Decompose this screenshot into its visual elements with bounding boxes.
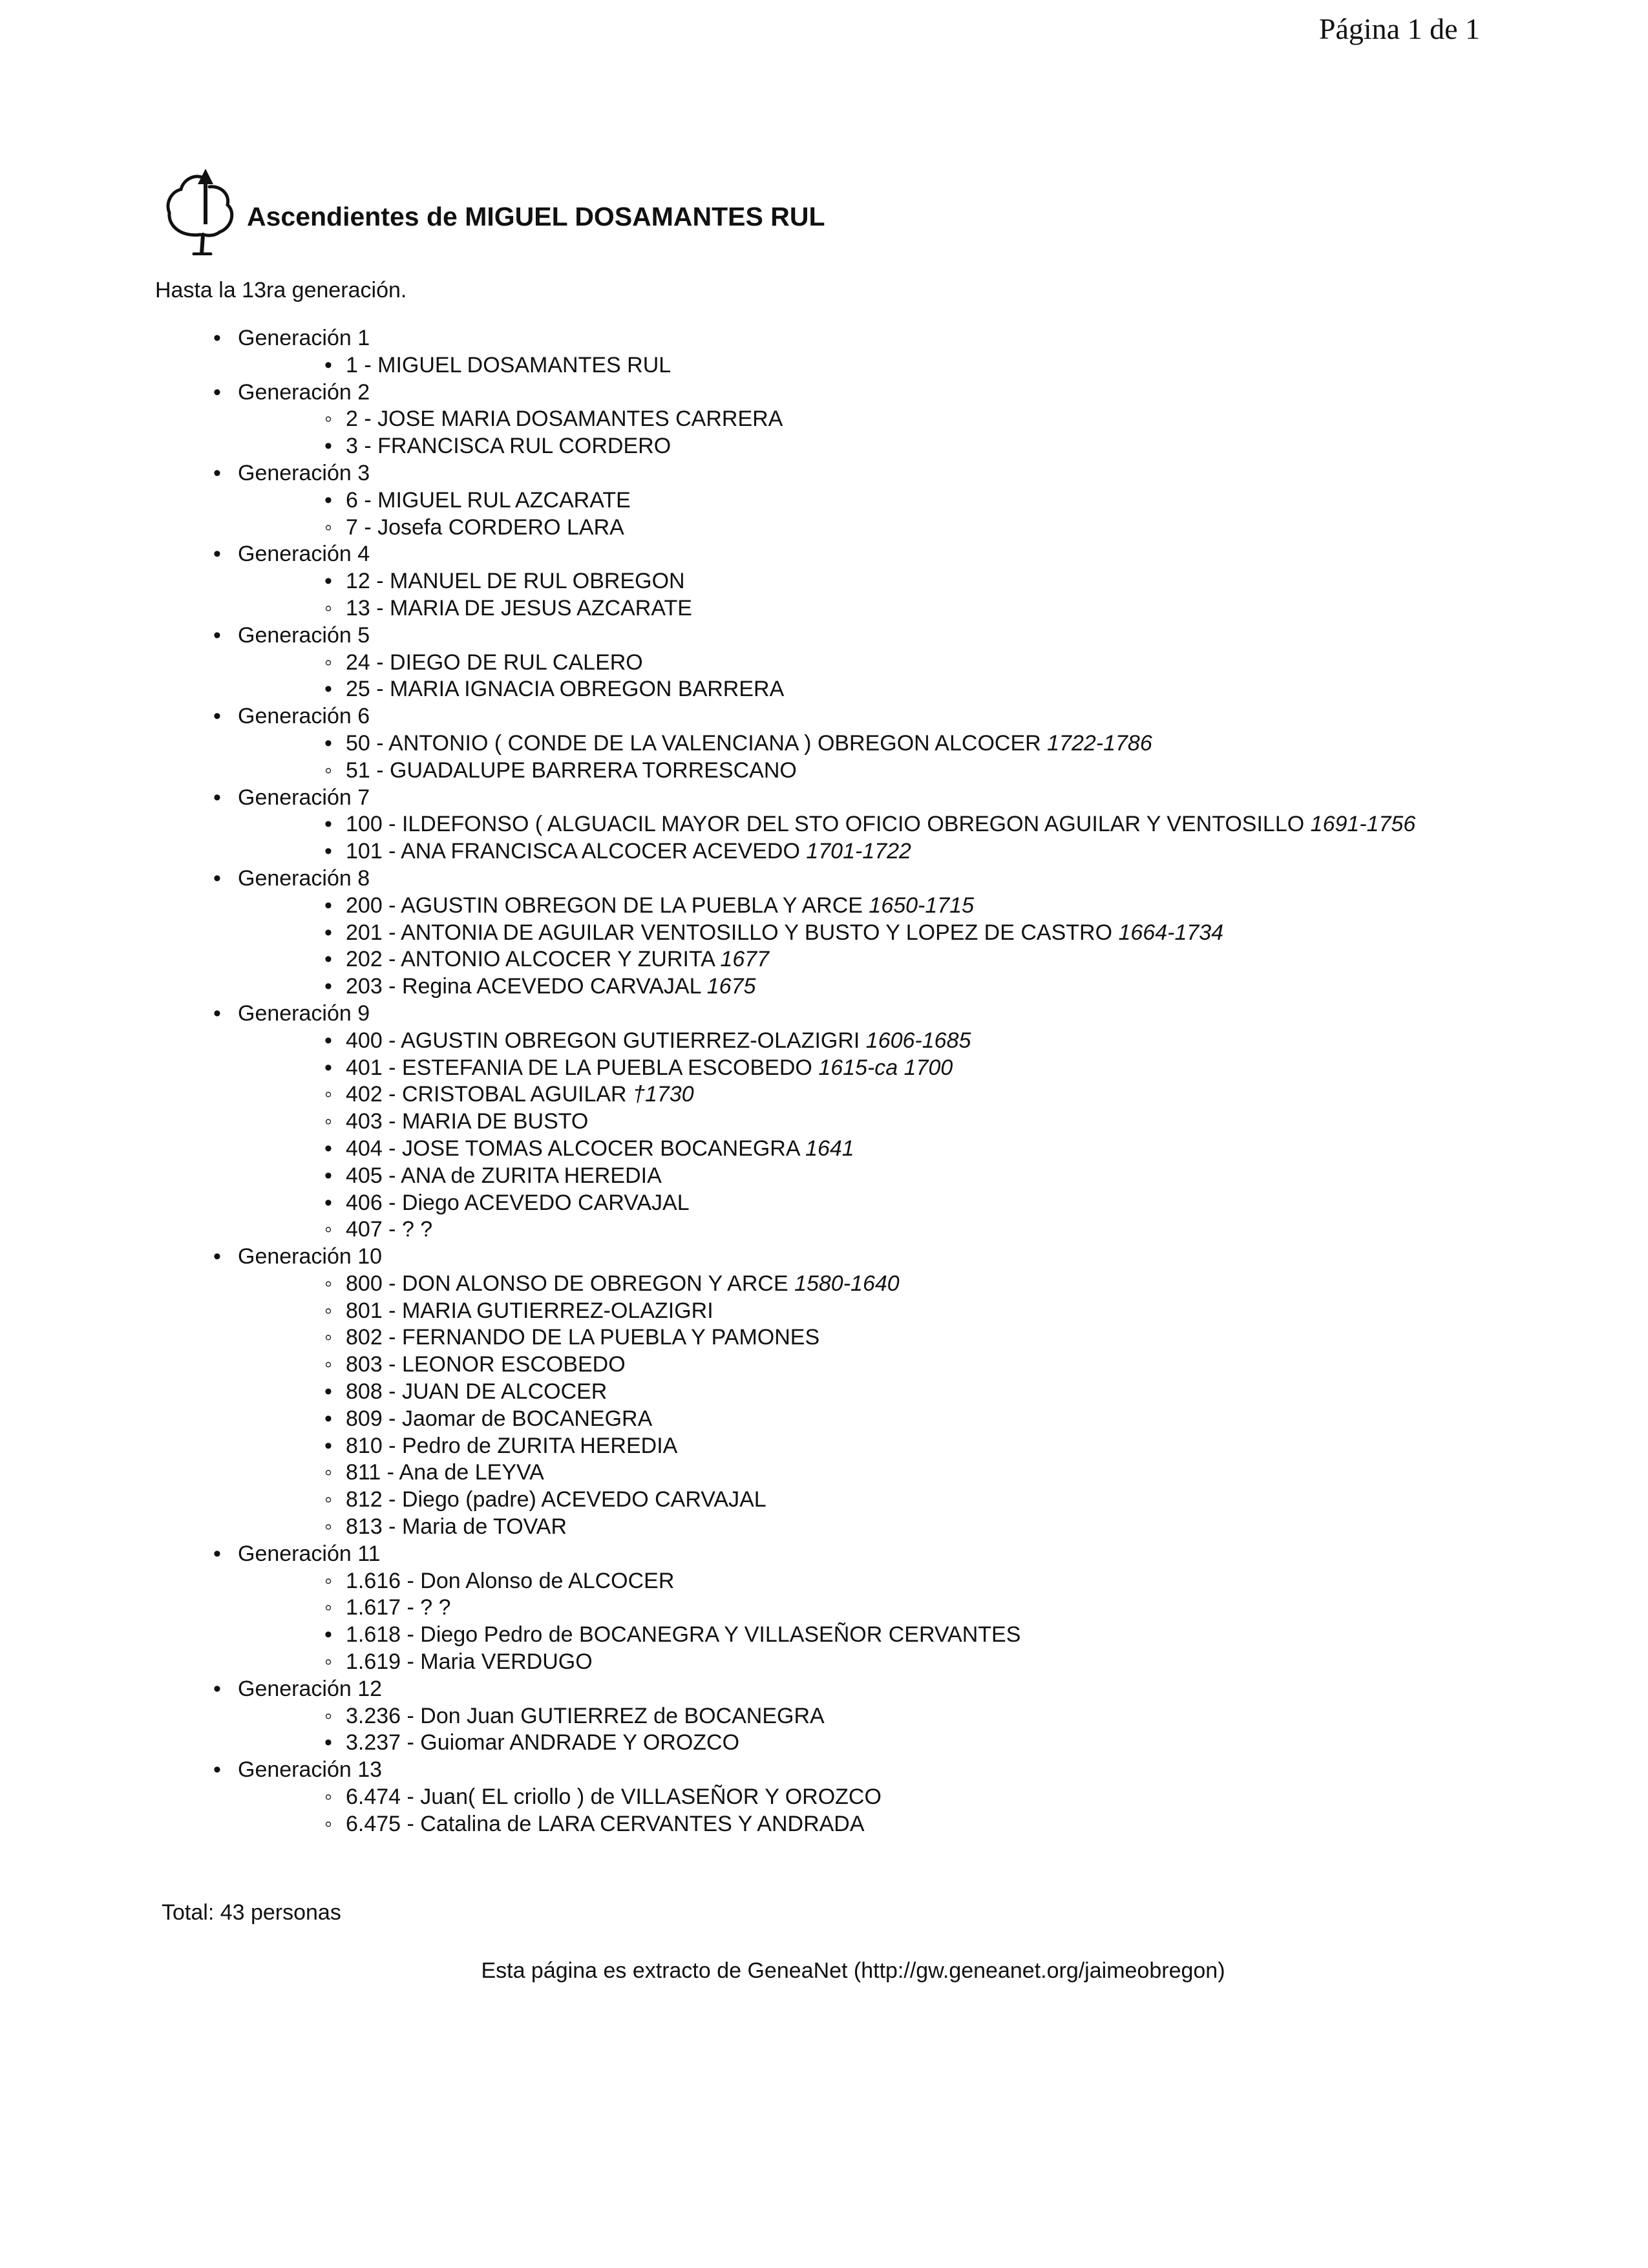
- ancestor-entry: [238, 1216, 1506, 1244]
- footer: [0, 1958, 1648, 1984]
- ancestor-name: 6 - MIGUEL RUL AZCARATE: [346, 487, 631, 513]
- generation-item: [213, 785, 1506, 865]
- generation-item: [213, 865, 1506, 1001]
- ancestor-entry: [238, 1811, 1506, 1838]
- list-bullet: •: [324, 730, 332, 756]
- ancestor-entry: [238, 1163, 1506, 1190]
- ancestor-entry: [238, 811, 1506, 838]
- ancestor-entry: [238, 433, 1506, 460]
- list-bullet: •: [324, 893, 332, 918]
- ancestor-entry: [238, 1028, 1506, 1055]
- list-bullet: •: [324, 434, 332, 459]
- ancestor-entry: [238, 1703, 1506, 1730]
- ancestor-entry: [238, 1568, 1506, 1595]
- ancestor-dates: 1650-1715: [869, 893, 975, 918]
- ancestor-name: 101 - ANA FRANCISCA ALCOCER ACEVEDO: [346, 839, 807, 864]
- ancestor-entry: [238, 1514, 1506, 1541]
- ancestor-dates: 1664-1734: [1118, 920, 1224, 945]
- ancestor-name: 12 - MANUEL DE RUL OBREGON: [346, 569, 685, 594]
- ancestor-entry: [238, 1379, 1506, 1406]
- ancestor-entry: [238, 1136, 1506, 1163]
- ancestor-name: 808 - JUAN DE ALCOCER: [346, 1379, 607, 1404]
- ancestor-entry: [238, 730, 1506, 758]
- page-title: Ascendientes de MIGUEL DOSAMANTES RUL: [247, 201, 825, 231]
- list-bullet: ◦: [324, 1271, 333, 1296]
- list-bullet: •: [324, 920, 332, 945]
- list-bullet: •: [324, 487, 332, 513]
- ancestor-name: 1.617 - ? ?: [346, 1595, 451, 1620]
- ancestor-name: 800 - DON ALONSO DE OBREGON Y ARCE: [346, 1271, 795, 1296]
- list-bullet: •: [324, 974, 332, 999]
- ancestor-name: 401 - ESTEFANIA DE LA PUEBLA ESCOBEDO: [346, 1055, 819, 1080]
- ancestor-entry: [238, 1487, 1506, 1514]
- ancestor-name: 802 - FERNANDO DE LA PUEBLA Y PAMONES: [346, 1325, 820, 1350]
- list-bullet: •: [324, 1433, 332, 1458]
- ancestor-name: 3.237 - Guiomar ANDRADE Y OROZCO: [346, 1730, 740, 1755]
- generation-label: • Generación 2: [238, 379, 370, 405]
- list-bullet: ◦: [324, 1109, 333, 1134]
- list-bullet: •: [324, 947, 332, 972]
- ancestor-entry: [238, 595, 1506, 622]
- list-bullet: ◦: [324, 1325, 333, 1350]
- source-note: Esta página es extracto de GeneaNet (http://gw.geneanet.org/jaimeobregon): [481, 1958, 1225, 1983]
- ancestor-entry: [238, 1298, 1506, 1325]
- ancestor-entry: [238, 406, 1506, 433]
- list-bullet: •: [324, 1028, 332, 1053]
- ancestor-entry: [238, 1433, 1506, 1460]
- generation-label: • Generación 4: [238, 542, 370, 567]
- generation-item: [213, 1676, 1506, 1757]
- list-bullet: •: [324, 1163, 332, 1188]
- list-bullet: ◦: [324, 1082, 333, 1107]
- list-bullet: •: [324, 1622, 332, 1648]
- ancestor-name: 813 - Maria de TOVAR: [346, 1514, 567, 1540]
- ancestor-name: 7 - Josefa CORDERO LARA: [346, 514, 624, 540]
- generation-label: • Generación 8: [238, 865, 370, 891]
- ancestor-entry: [238, 893, 1506, 920]
- list-bullet: ◦: [324, 1568, 333, 1593]
- list-bullet: ◦: [324, 1785, 333, 1810]
- ancestor-entry: [238, 1784, 1506, 1811]
- total-count: Total: 43 personas: [162, 1900, 341, 1925]
- generation-item: [213, 460, 1506, 541]
- ancestor-entry: [238, 1108, 1506, 1136]
- ancestor-dates: 1677: [720, 947, 770, 972]
- ancestor-entry: [238, 1459, 1506, 1487]
- ancestor-name: 3.236 - Don Juan GUTIERREZ de BOCANEGRA: [346, 1703, 825, 1728]
- ancestor-dates: 1701-1722: [806, 839, 911, 864]
- ancestor-name: 202 - ANTONIO ALCOCER Y ZURITA: [346, 947, 721, 972]
- ancestor-dates: 1641: [805, 1136, 854, 1161]
- ancestor-name: 801 - MARIA GUTIERREZ-OLAZIGRI: [346, 1298, 713, 1323]
- ancestor-name: 2 - JOSE MARIA DOSAMANTES CARRERA: [346, 407, 783, 432]
- ancestor-name: 100 - ILDEFONSO ( ALGUACIL MAYOR DEL STO OFICIO OBREGON AGUILAR Y VENTOSILLO: [346, 812, 1311, 837]
- ancestor-entry: [238, 1190, 1506, 1217]
- list-bullet: ◦: [324, 1811, 333, 1836]
- generation-item: [213, 703, 1506, 784]
- generation-item: [213, 379, 1506, 460]
- ancestor-name: 50 - ANTONIO ( CONDE DE LA VALENCIANA ) OBREGON ALCOCER: [346, 730, 1048, 756]
- generation-item: [213, 1244, 1506, 1541]
- ancestor-entry: [238, 568, 1506, 595]
- ancestor-name: 13 - MARIA DE JESUS AZCARATE: [346, 595, 692, 620]
- generation-item: [213, 1001, 1506, 1244]
- ancestor-entry: [238, 1730, 1506, 1757]
- generation-label: • Generación 13: [238, 1757, 383, 1783]
- list-bullet: •: [324, 1406, 332, 1431]
- ancestor-name: 406 - Diego ACEVEDO CARVAJAL: [346, 1190, 690, 1215]
- generation-label: • Generación 10: [238, 1244, 383, 1269]
- ancestor-entry: [238, 1622, 1506, 1649]
- ancestor-name: 812 - Diego (padre) ACEVEDO CARVAJAL: [346, 1487, 766, 1512]
- generation-label: • Generación 3: [238, 460, 370, 485]
- ancestor-name: 201 - ANTONIA DE AGUILAR VENTOSILLO Y BUSTO Y LOPEZ DE CASTRO: [346, 920, 1119, 945]
- ancestor-name: 1.616 - Don Alonso de ALCOCER: [346, 1568, 675, 1593]
- ancestor-entry: [238, 1595, 1506, 1622]
- generation-item: [213, 1757, 1506, 1838]
- list-bullet: •: [324, 569, 332, 594]
- generation-label: • Generación 5: [238, 622, 370, 648]
- ancestor-entry: [238, 1406, 1506, 1433]
- header: [163, 165, 825, 255]
- generation-item: [213, 541, 1506, 622]
- ancestor-dates: †1730: [633, 1082, 694, 1107]
- list-bullet: ◦: [324, 1595, 333, 1620]
- ancestor-name: 200 - AGUSTIN OBREGON DE LA PUEBLA Y ARCE: [346, 893, 869, 918]
- ancestor-entry: [238, 1351, 1506, 1379]
- ancestor-list: [213, 325, 1506, 1838]
- list-bullet: •: [324, 1055, 332, 1080]
- ancestor-entry: [238, 758, 1506, 785]
- ancestor-entry: [238, 973, 1506, 1001]
- ancestor-entry: [238, 676, 1506, 703]
- generation-item: [213, 325, 1506, 379]
- ancestor-entry: [238, 1649, 1506, 1676]
- ancestor-name: 1.619 - Maria VERDUGO: [346, 1649, 593, 1675]
- ancestor-entry: [238, 946, 1506, 973]
- ancestor-name: 1 - MIGUEL DOSAMANTES RUL: [346, 352, 671, 377]
- ancestor-entry: [238, 487, 1506, 514]
- ancestor-name: 6.475 - Catalina de LARA CERVANTES Y ANDRADA: [346, 1811, 865, 1836]
- generation-label: • Generación 9: [238, 1001, 370, 1026]
- list-bullet: ◦: [324, 758, 333, 783]
- ancestor-name: 25 - MARIA IGNACIA OBREGON BARRERA: [346, 677, 785, 702]
- list-bullet: •: [324, 677, 332, 702]
- ancestor-entry: [238, 920, 1506, 947]
- ancestor-name: 405 - ANA de ZURITA HEREDIA: [346, 1163, 662, 1188]
- ancestor-name: 24 - DIEGO DE RUL CALERO: [346, 650, 643, 675]
- ancestor-entry: [238, 650, 1506, 677]
- ancestor-name: 6.474 - Juan( EL criollo ) de VILLASEÑOR Y OROZCO: [346, 1785, 882, 1810]
- ancestor-name: 404 - JOSE TOMAS ALCOCER BOCANEGRA: [346, 1136, 806, 1161]
- generation-item: [213, 622, 1506, 703]
- ancestor-entry: [238, 838, 1506, 865]
- ancestor-name: 203 - Regina ACEVEDO CARVAJAL: [346, 974, 707, 999]
- ancestor-dates: 1606-1685: [865, 1028, 971, 1053]
- list-bullet: •: [324, 1136, 332, 1161]
- tree-icon: [163, 165, 240, 255]
- list-bullet: ◦: [324, 1352, 333, 1377]
- ancestor-dates: 1580-1640: [794, 1271, 900, 1296]
- ancestor-name: 803 - LEONOR ESCOBEDO: [346, 1352, 626, 1377]
- list-bullet: •: [324, 812, 332, 837]
- list-bullet: ◦: [324, 595, 333, 620]
- ancestor-name: 403 - MARIA DE BUSTO: [346, 1109, 589, 1134]
- generation-limit: Hasta la 13ra generación.: [155, 278, 407, 302]
- generation-label: • Generación 6: [238, 704, 370, 729]
- list-bullet: •: [324, 1730, 332, 1755]
- ancestor-name: 1.618 - Diego Pedro de BOCANEGRA Y VILLASEÑOR CERVANTES: [346, 1622, 1021, 1648]
- ancestor-name: 811 - Ana de LEYVA: [346, 1460, 544, 1485]
- ancestor-name: 407 - ? ?: [346, 1217, 433, 1242]
- generation-label: • Generación 12: [238, 1676, 383, 1701]
- list-bullet: •: [324, 1190, 332, 1215]
- ancestor-entry: [238, 1081, 1506, 1108]
- list-bullet: •: [324, 352, 332, 377]
- list-bullet: •: [324, 839, 332, 864]
- list-bullet: ◦: [324, 1460, 333, 1485]
- ancestor-name: 51 - GUADALUPE BARRERA TORRESCANO: [346, 758, 797, 783]
- generation-label: • Generación 1: [238, 326, 370, 350]
- ancestor-name: 400 - AGUSTIN OBREGON GUTIERREZ-OLAZIGRI: [346, 1028, 866, 1053]
- generation-label: • Generación 7: [238, 785, 370, 810]
- ancestor-name: 402 - CRISTOBAL AGUILAR: [346, 1082, 633, 1107]
- ancestor-entry: [238, 514, 1506, 542]
- list-bullet: ◦: [324, 1487, 333, 1512]
- list-bullet: ◦: [324, 1217, 333, 1242]
- list-bullet: ◦: [324, 407, 333, 432]
- ancestor-dates: 1722-1786: [1047, 730, 1152, 756]
- page-number: Página 1 de 1: [1318, 12, 1480, 45]
- ancestor-name: 809 - Jaomar de BOCANEGRA: [346, 1406, 653, 1431]
- list-bullet: ◦: [324, 1514, 333, 1540]
- list-bullet: •: [324, 1379, 332, 1404]
- ancestor-entry: [238, 1055, 1506, 1082]
- ancestor-name: 3 - FRANCISCA RUL CORDERO: [346, 434, 671, 459]
- list-bullet: ◦: [324, 1298, 333, 1323]
- ancestor-dates: 1675: [706, 974, 756, 999]
- list-bullet: ◦: [324, 514, 333, 540]
- ancestor-dates: 1615-ca 1700: [818, 1055, 953, 1080]
- ancestor-name: 810 - Pedro de ZURITA HEREDIA: [346, 1433, 678, 1458]
- generation-item: [213, 1541, 1506, 1676]
- ancestor-dates: 1691-1756: [1310, 812, 1416, 837]
- ancestor-entry: [238, 1324, 1506, 1351]
- ancestor-entry: [238, 352, 1506, 379]
- list-bullet: ◦: [324, 1703, 333, 1728]
- list-bullet: ◦: [324, 1649, 333, 1675]
- generation-label: • Generación 11: [238, 1541, 381, 1566]
- ancestor-entry: [238, 1271, 1506, 1298]
- list-bullet: ◦: [324, 650, 333, 675]
